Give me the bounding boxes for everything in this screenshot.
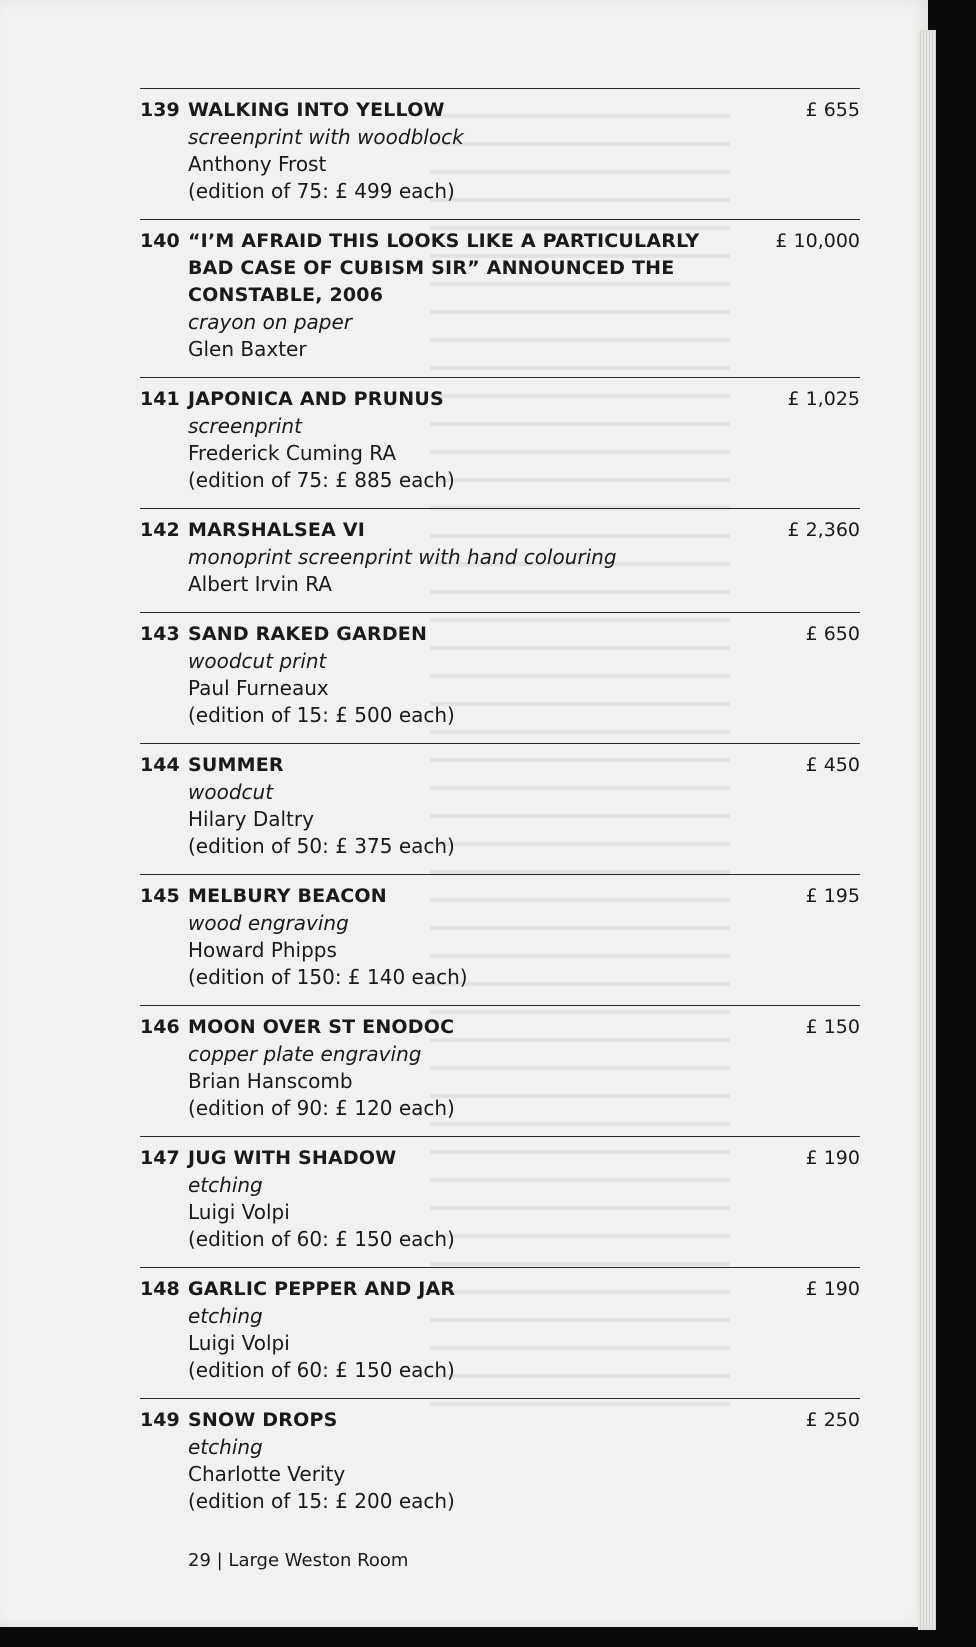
entry-details [188, 97, 740, 205]
entry-details [188, 883, 740, 991]
catalogue-entry [140, 1136, 860, 1267]
price: £ 650 [805, 623, 860, 645]
edition-info: (edition of 15: £ 500 each) [188, 703, 455, 727]
entry-details [188, 1407, 740, 1515]
entry-details [188, 228, 740, 363]
artist-name: Hilary Daltry [188, 807, 314, 831]
artwork-medium: woodcut [188, 780, 274, 804]
artwork-medium: etching [188, 1435, 263, 1459]
entry-details [188, 1014, 740, 1122]
artwork-medium: etching [188, 1304, 263, 1328]
lot-number: 142 [140, 519, 180, 541]
page-footer: 29 | Large Weston Room [188, 1550, 409, 1571]
price: £ 1,025 [787, 388, 860, 410]
artist-name: Glen Baxter [188, 337, 307, 361]
entry-details [188, 1145, 740, 1253]
catalogue-entry [140, 377, 860, 508]
catalogue-entry [140, 508, 860, 612]
lot-number: 149 [140, 1409, 180, 1431]
entry-details [188, 1276, 740, 1384]
lot-number: 148 [140, 1278, 180, 1300]
catalogue-entry [140, 1267, 860, 1398]
catalogue-entry [140, 1005, 860, 1136]
artwork-medium: wood engraving [188, 911, 349, 935]
artwork-medium: crayon on paper [188, 310, 353, 334]
artist-name: Luigi Volpi [188, 1331, 290, 1355]
lot-number: 140 [140, 230, 180, 252]
catalogue-entry [140, 88, 860, 219]
artwork-title: MELBURY BEACON [188, 885, 387, 907]
lot-number: 141 [140, 388, 180, 410]
price: £ 195 [805, 885, 860, 907]
lot-number: 139 [140, 99, 180, 121]
edition-info: (edition of 150: £ 140 each) [188, 965, 468, 989]
artwork-medium: woodcut print [188, 649, 327, 673]
artwork-title: JAPONICA AND PRUNUS [188, 388, 444, 410]
artwork-title: WALKING INTO YELLOW [188, 99, 445, 121]
artist-name: Paul Furneaux [188, 676, 329, 700]
artwork-title: SNOW DROPS [188, 1409, 338, 1431]
catalogue-entry [140, 219, 860, 377]
lot-number: 144 [140, 754, 180, 776]
artist-name: Howard Phipps [188, 938, 337, 962]
lot-number: 147 [140, 1147, 180, 1169]
price: £ 190 [805, 1147, 860, 1169]
artist-name: Frederick Cuming RA [188, 441, 397, 465]
price: £ 10,000 [775, 230, 860, 252]
artwork-title: MOON OVER ST ENODOC [188, 1016, 455, 1038]
edition-info: (edition of 90: £ 120 each) [188, 1096, 455, 1120]
edition-info: (edition of 60: £ 150 each) [188, 1358, 455, 1382]
artwork-title: “I’M AFRAID THIS LOOKS LIKE A PARTICULARLY BAD CASE OF CUBISM SIR” ANNOUNCED THE CONSTABLE, 2006 [188, 230, 700, 306]
price: £ 150 [805, 1016, 860, 1038]
artwork-medium: copper plate engraving [188, 1042, 422, 1066]
lot-number: 143 [140, 623, 180, 645]
artwork-medium: etching [188, 1173, 263, 1197]
catalogue-list [140, 88, 860, 1529]
edition-info: (edition of 60: £ 150 each) [188, 1227, 455, 1251]
entry-details [188, 517, 740, 598]
artist-name: Brian Hanscomb [188, 1069, 353, 1093]
artwork-title: SUMMER [188, 754, 284, 776]
artwork-medium: monoprint screenprint with hand colouring [188, 545, 617, 569]
edition-info: (edition of 50: £ 375 each) [188, 834, 455, 858]
edition-info: (edition of 15: £ 200 each) [188, 1489, 455, 1513]
catalogue-entry [140, 743, 860, 874]
catalogue-entry [140, 874, 860, 1005]
artwork-medium: screenprint [188, 414, 302, 438]
artist-name: Charlotte Verity [188, 1462, 346, 1486]
artwork-title: JUG WITH SHADOW [188, 1147, 397, 1169]
page-stack-edge [918, 30, 936, 1630]
catalogue-entry [140, 1398, 860, 1529]
price: £ 250 [805, 1409, 860, 1431]
catalogue-entry [140, 612, 860, 743]
artist-name: Albert Irvin RA [188, 572, 332, 596]
price: £ 655 [805, 99, 860, 121]
artist-name: Anthony Frost [188, 152, 327, 176]
edition-info: (edition of 75: £ 885 each) [188, 468, 455, 492]
artwork-title: MARSHALSEA VI [188, 519, 365, 541]
price: £ 450 [805, 754, 860, 776]
price: £ 2,360 [787, 519, 860, 541]
entry-details [188, 621, 740, 729]
entry-details [188, 386, 740, 494]
lot-number: 145 [140, 885, 180, 907]
artwork-title: GARLIC PEPPER AND JAR [188, 1278, 456, 1300]
lot-number: 146 [140, 1016, 180, 1038]
artist-name: Luigi Volpi [188, 1200, 290, 1224]
price: £ 190 [805, 1278, 860, 1300]
artwork-title: SAND RAKED GARDEN [188, 623, 428, 645]
edition-info: (edition of 75: £ 499 each) [188, 179, 455, 203]
artwork-medium: screenprint with woodblock [188, 125, 464, 149]
entry-details [188, 752, 740, 860]
